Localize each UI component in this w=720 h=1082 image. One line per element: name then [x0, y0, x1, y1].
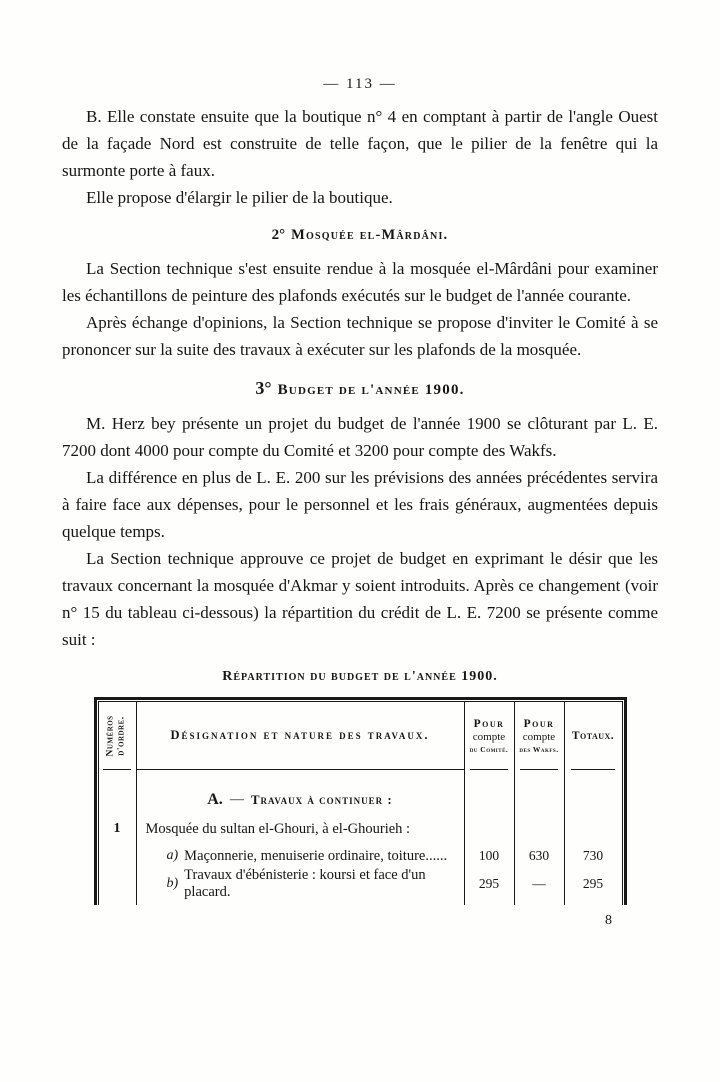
paragraph-difference: La différence en plus de L. E. 200 sur les prévisions des années précédentes servira à faire face aux dépenses, pour le personnel et les frais généraux, augmentées depuis quelque temps. — [62, 468, 658, 541]
paragraph-herz-bey: M. Herz bey présente un projet du budget de l'année 1900 se clôturant par L. E. 7200 dont 4000 pour compte du Comité et 3200 pour compte des Wakfs. — [62, 414, 658, 460]
table-row-wakfs: — — [515, 870, 565, 898]
table-row-numero — [99, 842, 137, 870]
heading-mosquee-el-mardani — [62, 226, 658, 244]
paragraph-echange-opinions: Après échange d'opinions, la Section technique se propose d'inviter le Comité à se prononcer sur la suite des travaux à exécuter sur les plafonds de la mosquée. — [62, 313, 658, 359]
col-header-pour-comite: Pour compte du Comité. — [465, 702, 515, 770]
table-row-comite: 100 — [465, 842, 515, 870]
table-cell-empty — [99, 898, 137, 905]
col-header-totaux: Totaux. — [565, 702, 622, 770]
col-header-numeros-line2: d'ordre. — [117, 716, 127, 756]
table-row-totaux — [565, 816, 622, 842]
table-cell-empty — [565, 770, 622, 816]
page-content — [62, 103, 658, 929]
col-header-numeros — [99, 702, 137, 770]
table-cell-empty — [465, 770, 515, 816]
heading-text: Budget de l'année 1900. — [277, 382, 465, 398]
table-row-totaux: 295 — [582, 876, 604, 891]
table-row-wakfs — [515, 816, 565, 842]
table-cell-empty — [515, 898, 565, 905]
paragraph-approbation: La Section technique approuve ce projet de budget en exprimant le désir que les travaux concernant la mosquée d'Akmar y soient introduits. Après ce changement (voir n° 15 du tableau ci-dessous) la répartition du crédit de L. E. 7200 se présente comme suit : — [62, 549, 658, 649]
paragraph-boutique-proposition: Elle propose d'élargir le pilier de la boutique. — [86, 188, 393, 207]
table-title: Répartition du budget de l'année 1900. — [222, 669, 498, 684]
page-number: — 113 — — [323, 76, 397, 92]
table-row-comite — [465, 816, 515, 842]
table-row-designation: b) Travaux d'ébénisterie : koursi et face d'un placard. — [137, 870, 465, 898]
heading-text: Mosquée el-Mârdâni. — [291, 227, 449, 243]
heading-budget-1900 — [62, 378, 658, 399]
budget-table — [94, 697, 627, 905]
table-row-numero: 1 — [99, 816, 137, 842]
table-section-heading: A. — Travaux à continuer : — [137, 770, 465, 816]
table-row-designation: Mosquée du sultan el-Ghouri, à el-Ghourieh : — [137, 816, 465, 842]
heading-number: 2° — [271, 227, 286, 243]
table-cell-empty — [465, 898, 515, 905]
table-row-designation: a) Maçonnerie, menuiserie ordinaire, toiture...... — [137, 842, 465, 870]
col-header-designation: Désignation et nature des travaux. — [137, 702, 465, 770]
table-cell-empty — [565, 898, 622, 905]
table-row-totaux: 730 — [582, 848, 604, 863]
table-row-wakfs: 630 — [515, 842, 565, 870]
col-header-numeros-line1: Numéros — [106, 715, 116, 757]
table-cell-empty — [137, 898, 465, 905]
table-row-comite: 295 — [465, 870, 515, 898]
table-cell-empty — [99, 770, 137, 816]
heading-number: 3° — [255, 378, 272, 398]
col-header-pour-wakfs: Pour compte des Wakfs. — [515, 702, 565, 770]
table-cell-empty — [515, 770, 565, 816]
paragraph-section-rendue: La Section technique s'est ensuite rendue à la mosquée el-Mârdâni pour examiner les échantillons de peinture des plafonds exécutés sur le budget de l'année courante. — [62, 259, 658, 305]
signature-mark: 8 — [605, 913, 612, 928]
paragraph-boutique-constat: B. Elle constate ensuite que la boutique n° 4 en comptant à partir de l'angle Ouest de la façade Nord est construite de telle façon, que le pilier de la fenêtre qui la surmonte porte à faux. — [62, 107, 658, 180]
table-row-numero — [99, 870, 137, 898]
